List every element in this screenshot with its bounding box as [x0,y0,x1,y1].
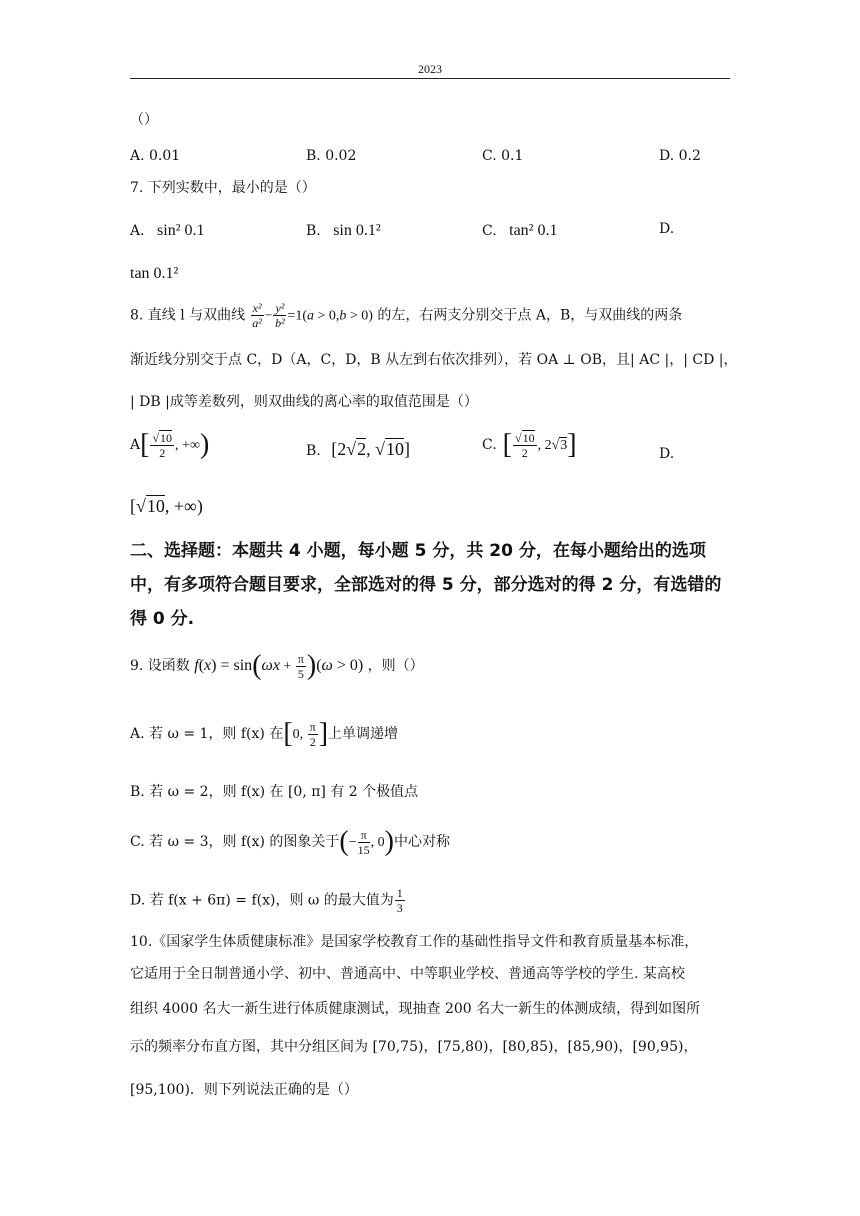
q8-line3: | DB |成等差数列，则双曲线的离心率的取值范围是（） [130,394,478,410]
q6-paren: （） [130,112,158,128]
q9-option-b: B. 若 ω = 2，则 f(x) 在 [0, π] 有 2 个极值点 [130,784,419,800]
q7-option-c [482,221,557,240]
q8-option-d-expr: [√10, +∞) [130,496,203,516]
q8-c-label: C. [482,437,497,453]
q8-a-label: A [130,437,141,453]
q6-option-c: C. 0.1 [482,148,524,164]
header-rule [130,78,730,79]
page-header-year: 2023 [418,62,442,76]
q10-line2: 它适用于全日制普通小学、初中、普通高中、中等职业学校、普通高等学校的学生. 某高校 [130,966,685,982]
q7-a-label: A. [130,223,145,239]
q6-option-b: B. 0.02 [306,148,357,164]
q9-a-post: 上单调递增 [328,726,399,742]
q8-line1-post: 的左，右两支分别交于点 A，B，与双曲线的两条 [377,307,683,324]
q9-a-pre: A. 若 ω = 1，则 f(x) 在 [130,726,284,742]
q9-option-a: A. 若 ω = 1，则 f(x) 在[0, $\frac{\pi}{2}$ ]上单调递增 [130,718,399,749]
q7-b-expr: sin 0.1² [333,222,381,239]
q7-d-label: D. [659,221,675,237]
q9-stem: 9. 设函数 f(x) = sin(ωx + $\frac{\pi}{5}$ )(ω > 0) ，则（） [130,650,424,681]
q8-frac-x: $\frac{\text{x²}}{\text{a²}}$ [252,301,262,330]
q7-option-b [306,221,381,240]
q8-option-c: C. [ $\frac{√10}{2}$ , 2√3] [482,429,577,460]
q7-stem: 7. 下列实数中，最小的是（） [130,180,316,196]
q9-c-post: 中心对称 [393,834,450,850]
q7-option-a [130,221,204,240]
section2-heading: 二、选择题：本题共 4 小题，每小题 5 分，共 20 分，在每小题给出的选项中，有多项符合题目要求，全部选对的得 5 分，部分选对的得 2 分，有选错的得 0 分. [130,541,722,629]
q7-a-expr: sin² 0.1 [157,222,205,239]
q10-line4: 示的频率分布直方图，其中分组区间为 [70,75)，[75,80)，[80,85)，[85,90)，[90,95)， [130,1039,698,1055]
q6-option-a: A. 0.01 [130,148,181,164]
q7-b-label: B. [306,223,321,239]
q10-line5: [95,100)．则下列说法正确的是（） [130,1082,358,1098]
q6-option-d: D. 0.2 [659,148,701,164]
q9-option-c: C. 若 ω = 3，则 f(x) 的图象关于(− $\frac{\pi}{15}$ , 0)中心对称 [130,826,450,857]
q9-stem-pre: 9. 设函数 [130,658,190,674]
q8-line1: 8. 直线 l 与双曲线 $\frac{\text{x²}}{\text{a²}}$ − $\frac{\text{y²}}{\text{b²}}$ =1(a > 0,b > 0) 的左，右两支分别交于点 A，B，与双曲线的两条 [130,301,683,330]
q9-option-d: D. 若 f(x + 6π) = f(x)，则 ω 的最大值为 $\frac{1}{3}$ [130,886,403,915]
q10-line1: 10.《国家学生体质健康标准》是国家学校教育工作的基础性指导文件和教育质量基本标准， [130,934,699,950]
q10-line3: 组织 4000 名大一新生进行体质健康测试，现抽查 200 名大一新生的体测成绩，得到如图所 [130,1001,701,1017]
q8-line2: 渐近线分别交于点 C，D（A，C，D，B 从左到右依次排列），若 OA ⊥ OB，且| AC |，| CD |， [130,352,738,368]
q7-d-expr: tan 0.1² [130,265,179,282]
q7-c-expr: tan² 0.1 [509,222,558,239]
q9-c-pre: C. 若 ω = 3，则 f(x) 的图象关于 [130,834,340,850]
q8-option-b: B. [2√2, √10] [306,439,410,459]
q9-stem-post: ，则（） [367,658,424,674]
q8-d-label: D. [659,446,675,462]
q9-d-pre: D. 若 f(x + 6π) = f(x)，则 ω 的最大值为 [130,892,394,909]
q8-option-a: A[ $\frac{√10}{2}$ , +∞) [130,429,210,460]
q8-frac-y: $\frac{\text{y²}}{\text{b²}}$ [275,301,285,330]
q8-b-label: B. [306,443,321,459]
q7-c-label: C. [482,223,497,239]
q8-line1-pre: 8. 直线 l 与双曲线 [130,307,246,324]
